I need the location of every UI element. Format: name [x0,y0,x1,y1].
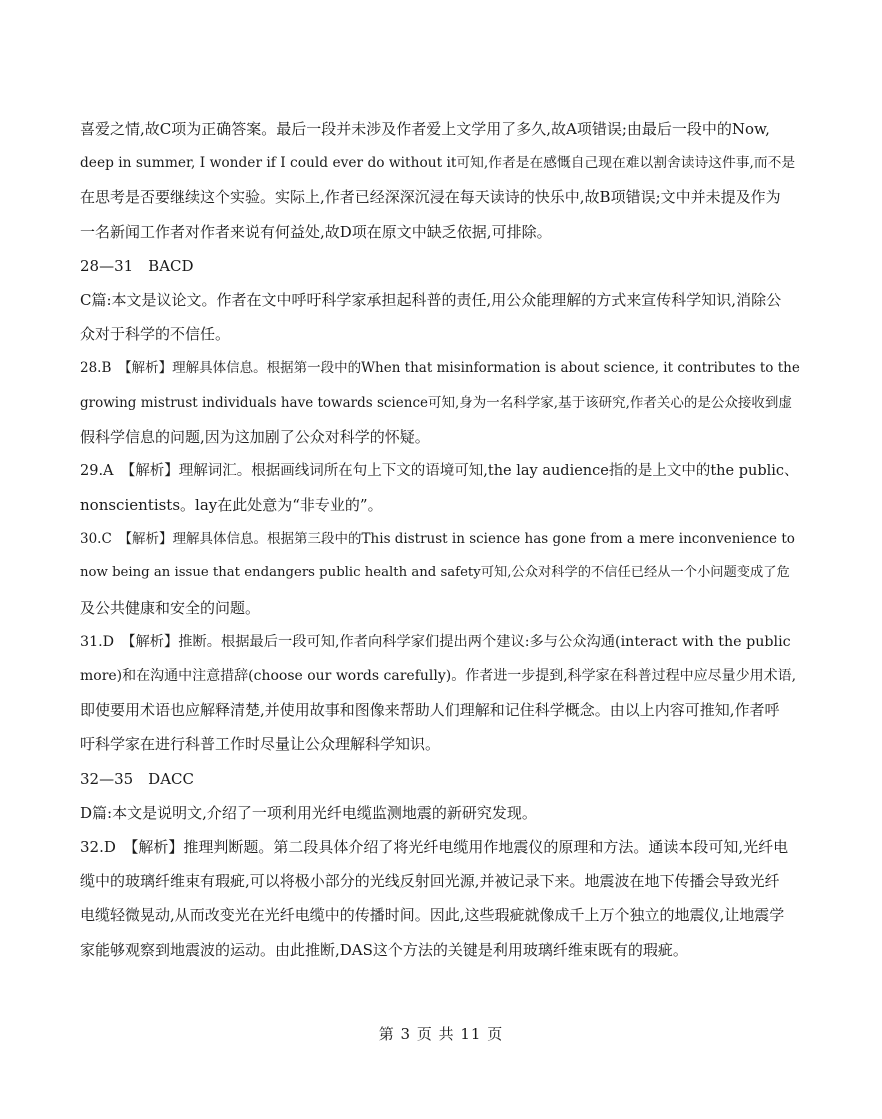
page-number-footer: 第 3 页 共 11 页 [378,1025,504,1043]
question-explanation-line: 31.D 【解析】推断。根据最后一段可知,作者向科学家们提出两个建议:多与公众沟通(interact with the public [80,633,791,650]
text-line: 及公共健康和安全的问题。 [80,598,261,617]
text-line: 即使要用术语也应解释清楚,并使用故事和图像来帮助人们理解和记住科学概念。由以上内容可推知,作者呼 [80,701,780,720]
text-line: deep in summer, I wonder if I could ever do without it可知,作者是在感慨自己现在难以割舍读诗这件事,而不是 [80,155,796,172]
text-line: 家能够观察到地震波的运动。由此推断,DAS这个方法的关键是利用玻璃纤维束既有的瑕疵。 [80,940,688,959]
text-line: more)和在沟通中注意措辞(choose our words carefully)。作者进一步提到,科学家在科普过程中应尽量少用术语, [80,668,797,684]
answer-key-line: 32—35 DACC [80,769,194,788]
text-line: 一名新闻工作者对作者来说有何益处,故D项在原文中缺乏依据,可排除。 [80,222,552,241]
passage-summary-line: D篇:本文是说明文,介绍了一项利用光纤电缆监测地震的新研究发现。 [80,803,537,822]
text-line: now being an issue that endangers public health and safety可知,公众对科学的不信任已经从一个小问题变成了危 [80,565,790,581]
question-explanation-line: 30.C 【解析】理解具体信息。根据第三段中的This distrust in science has gone from a mere inconvenience to [80,531,795,548]
answer-key-line: 28—31 BACD [80,256,194,275]
text-line: 在思考是否要继续这个实验。实际上,作者已经深深沉浸在每天读诗的快乐中,故B项错误;文中并未提及作为 [80,188,781,207]
text-line: 吁科学家在进行科普工作时尽量让公众理解科学知识。 [80,735,441,754]
text-line: 电缆轻微晃动,从而改变光在光纤电缆中的传播时间。因此,这些瑕疵就像成千上万个独立的地震仪,让地震学 [80,906,785,925]
document-body [80,112,800,967]
passage-summary-line: C篇:本文是议论文。作者在文中呼吁科学家承担起科普的责任,用公众能理解的方式来宣传科学知识,消除公 [80,290,782,309]
text-line: growing mistrust individuals have towards science可知,身为一名科学家,基于该研究,作者关心的是公众接收到虚 [80,394,792,411]
text-line: nonscientists。lay在此处意为“非专业的”。 [80,496,383,515]
text-line: 假科学信息的问题,因为这加剧了公众对科学的怀疑。 [80,427,430,446]
question-explanation-line: 29.A 【解析】理解词汇。根据画线词所在句上下文的语境可知,the lay audience指的是上文中的the public、 [80,462,799,479]
text-line: 众对于科学的不信任。 [80,325,231,344]
question-explanation-line: 28.B 【解析】理解具体信息。根据第一段中的When that misinformation is about science, it contributes to the [80,360,800,377]
question-explanation-line: 32.D 【解析】推理判断题。第二段具体介绍了将光纤电缆用作地震仪的原理和方法。通读本段可知,光纤电 [80,837,789,856]
text-line: 喜爱之情,故C项为正确答案。最后一段并未涉及作者爱上文学用了多久,故A项错误;由最后一段中的Now, [80,120,770,138]
text-line: 缆中的玻璃纤维束有瑕疵,可以将极小部分的光线反射回光源,并被记录下来。地震波在地下传播会导致光纤 [80,872,780,891]
